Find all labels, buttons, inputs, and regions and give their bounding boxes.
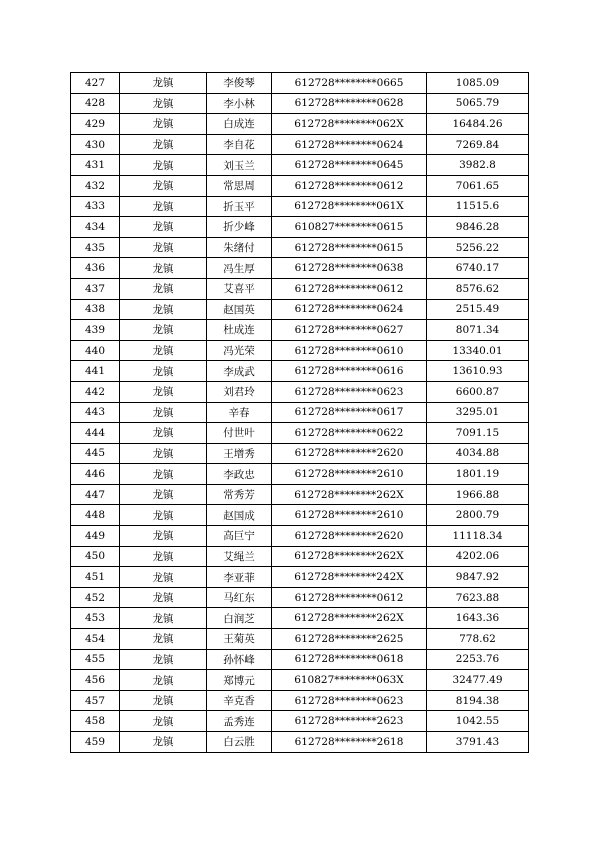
table-row bbox=[71, 629, 529, 650]
town-cell: 龙镇 bbox=[120, 237, 207, 258]
town-cell: 龙镇 bbox=[120, 587, 207, 608]
name-cell: 李小林 bbox=[207, 93, 272, 114]
town-cell: 龙镇 bbox=[120, 361, 207, 382]
town-cell: 龙镇 bbox=[120, 155, 207, 176]
row-number-cell: 440 bbox=[71, 340, 120, 361]
name-cell: 刘君玲 bbox=[207, 381, 272, 402]
name-cell: 常思周 bbox=[207, 175, 272, 196]
id-number-cell: 612728********2620 bbox=[272, 526, 427, 547]
table-row bbox=[71, 196, 529, 217]
id-number-cell: 612728********0627 bbox=[272, 320, 427, 341]
town-cell: 龙镇 bbox=[120, 670, 207, 691]
name-cell: 辛春 bbox=[207, 402, 272, 423]
name-cell: 付世叶 bbox=[207, 423, 272, 444]
town-cell: 龙镇 bbox=[120, 402, 207, 423]
id-number-cell: 612728********0612 bbox=[272, 278, 427, 299]
id-number-cell: 612728********0623 bbox=[272, 690, 427, 711]
amount-cell: 4034.88 bbox=[427, 443, 529, 464]
table-row bbox=[71, 237, 529, 258]
town-cell: 龙镇 bbox=[120, 217, 207, 238]
table-row bbox=[71, 320, 529, 341]
amount-cell: 8071.34 bbox=[427, 320, 529, 341]
id-number-cell: 612728********2618 bbox=[272, 732, 427, 753]
row-number-cell: 434 bbox=[71, 217, 120, 238]
id-number-cell: 612728********0612 bbox=[272, 175, 427, 196]
town-cell: 龙镇 bbox=[120, 505, 207, 526]
row-number-cell: 427 bbox=[71, 73, 120, 94]
id-number-cell: 612728********2610 bbox=[272, 464, 427, 485]
id-number-cell: 612728********0638 bbox=[272, 258, 427, 279]
table-row bbox=[71, 484, 529, 505]
table-row bbox=[71, 73, 529, 94]
table-row bbox=[71, 155, 529, 176]
amount-cell: 5065.79 bbox=[427, 93, 529, 114]
row-number-cell: 428 bbox=[71, 93, 120, 114]
amount-cell: 3791.43 bbox=[427, 732, 529, 753]
town-cell: 龙镇 bbox=[120, 134, 207, 155]
table-row bbox=[71, 381, 529, 402]
name-cell: 李成武 bbox=[207, 361, 272, 382]
table-row bbox=[71, 258, 529, 279]
name-cell: 孙怀峰 bbox=[207, 649, 272, 670]
id-number-cell: 612728********0616 bbox=[272, 361, 427, 382]
id-number-cell: 612728********0618 bbox=[272, 649, 427, 670]
town-cell: 龙镇 bbox=[120, 320, 207, 341]
row-number-cell: 455 bbox=[71, 649, 120, 670]
town-cell: 龙镇 bbox=[120, 299, 207, 320]
id-number-cell: 612728********262X bbox=[272, 608, 427, 629]
row-number-cell: 452 bbox=[71, 587, 120, 608]
row-number-cell: 433 bbox=[71, 196, 120, 217]
town-cell: 龙镇 bbox=[120, 340, 207, 361]
name-cell: 马红东 bbox=[207, 587, 272, 608]
table-row bbox=[71, 423, 529, 444]
town-cell: 龙镇 bbox=[120, 711, 207, 732]
name-cell: 折少峰 bbox=[207, 217, 272, 238]
row-number-cell: 450 bbox=[71, 546, 120, 567]
row-number-cell: 442 bbox=[71, 381, 120, 402]
amount-cell: 7091.15 bbox=[427, 423, 529, 444]
table-row bbox=[71, 278, 529, 299]
table-row bbox=[71, 93, 529, 114]
town-cell: 龙镇 bbox=[120, 546, 207, 567]
town-cell: 龙镇 bbox=[120, 443, 207, 464]
id-number-cell: 612728********0624 bbox=[272, 299, 427, 320]
amount-cell: 2253.76 bbox=[427, 649, 529, 670]
name-cell: 折玉平 bbox=[207, 196, 272, 217]
name-cell: 李亚菲 bbox=[207, 567, 272, 588]
name-cell: 杜成连 bbox=[207, 320, 272, 341]
name-cell: 孟秀连 bbox=[207, 711, 272, 732]
id-number-cell: 612728********0615 bbox=[272, 237, 427, 258]
table-row bbox=[71, 464, 529, 485]
id-number-cell: 612728********2623 bbox=[272, 711, 427, 732]
amount-cell: 4202.06 bbox=[427, 546, 529, 567]
amount-cell: 13340.01 bbox=[427, 340, 529, 361]
row-number-cell: 435 bbox=[71, 237, 120, 258]
name-cell: 冯生厚 bbox=[207, 258, 272, 279]
id-number-cell: 612728********262X bbox=[272, 484, 427, 505]
table-row bbox=[71, 732, 529, 753]
name-cell: 常秀芳 bbox=[207, 484, 272, 505]
table-row bbox=[71, 526, 529, 547]
id-number-cell: 612728********0612 bbox=[272, 587, 427, 608]
town-cell: 龙镇 bbox=[120, 649, 207, 670]
id-number-cell: 612728********0622 bbox=[272, 423, 427, 444]
name-cell: 王菊英 bbox=[207, 629, 272, 650]
row-number-cell: 443 bbox=[71, 402, 120, 423]
town-cell: 龙镇 bbox=[120, 690, 207, 711]
row-number-cell: 429 bbox=[71, 114, 120, 135]
row-number-cell: 436 bbox=[71, 258, 120, 279]
id-number-cell: 612728********0665 bbox=[272, 73, 427, 94]
amount-cell: 1643.36 bbox=[427, 608, 529, 629]
id-number-cell: 612728********0628 bbox=[272, 93, 427, 114]
id-number-cell: 612728********061X bbox=[272, 196, 427, 217]
table-row bbox=[71, 546, 529, 567]
town-cell: 龙镇 bbox=[120, 629, 207, 650]
town-cell: 龙镇 bbox=[120, 258, 207, 279]
amount-cell: 5256.22 bbox=[427, 237, 529, 258]
row-number-cell: 432 bbox=[71, 175, 120, 196]
row-number-cell: 441 bbox=[71, 361, 120, 382]
table-row bbox=[71, 443, 529, 464]
town-cell: 龙镇 bbox=[120, 175, 207, 196]
amount-cell: 3295.01 bbox=[427, 402, 529, 423]
row-number-cell: 459 bbox=[71, 732, 120, 753]
table-row bbox=[71, 711, 529, 732]
town-cell: 龙镇 bbox=[120, 278, 207, 299]
name-cell: 赵国成 bbox=[207, 505, 272, 526]
id-number-cell: 612728********242X bbox=[272, 567, 427, 588]
amount-cell: 778.62 bbox=[427, 629, 529, 650]
table-row bbox=[71, 299, 529, 320]
row-number-cell: 446 bbox=[71, 464, 120, 485]
table-row bbox=[71, 114, 529, 135]
amount-cell: 11118.34 bbox=[427, 526, 529, 547]
id-number-cell: 610827********063X bbox=[272, 670, 427, 691]
town-cell: 龙镇 bbox=[120, 196, 207, 217]
name-cell: 白成连 bbox=[207, 114, 272, 135]
row-number-cell: 448 bbox=[71, 505, 120, 526]
table-row bbox=[71, 361, 529, 382]
table-row bbox=[71, 175, 529, 196]
name-cell: 白云胜 bbox=[207, 732, 272, 753]
town-cell: 龙镇 bbox=[120, 464, 207, 485]
amount-cell: 13610.93 bbox=[427, 361, 529, 382]
id-number-cell: 612728********2620 bbox=[272, 443, 427, 464]
amount-cell: 1085.09 bbox=[427, 73, 529, 94]
row-number-cell: 430 bbox=[71, 134, 120, 155]
row-number-cell: 454 bbox=[71, 629, 120, 650]
amount-cell: 7623.88 bbox=[427, 587, 529, 608]
row-number-cell: 438 bbox=[71, 299, 120, 320]
name-cell: 高巨宁 bbox=[207, 526, 272, 547]
amount-cell: 1042.55 bbox=[427, 711, 529, 732]
table-row bbox=[71, 690, 529, 711]
town-cell: 龙镇 bbox=[120, 526, 207, 547]
town-cell: 龙镇 bbox=[120, 484, 207, 505]
id-number-cell: 612728********262X bbox=[272, 546, 427, 567]
amount-cell: 9847.92 bbox=[427, 567, 529, 588]
row-number-cell: 444 bbox=[71, 423, 120, 444]
town-cell: 龙镇 bbox=[120, 732, 207, 753]
name-cell: 赵国英 bbox=[207, 299, 272, 320]
name-cell: 郑博元 bbox=[207, 670, 272, 691]
row-number-cell: 458 bbox=[71, 711, 120, 732]
amount-cell: 6600.87 bbox=[427, 381, 529, 402]
amount-cell: 16484.26 bbox=[427, 114, 529, 135]
town-cell: 龙镇 bbox=[120, 73, 207, 94]
amount-cell: 1801.19 bbox=[427, 464, 529, 485]
row-number-cell: 449 bbox=[71, 526, 120, 547]
row-number-cell: 447 bbox=[71, 484, 120, 505]
amount-cell: 7269.84 bbox=[427, 134, 529, 155]
id-number-cell: 612728********0610 bbox=[272, 340, 427, 361]
town-cell: 龙镇 bbox=[120, 608, 207, 629]
amount-cell: 8576.62 bbox=[427, 278, 529, 299]
table-row bbox=[71, 649, 529, 670]
table-row bbox=[71, 608, 529, 629]
id-number-cell: 612728********0617 bbox=[272, 402, 427, 423]
town-cell: 龙镇 bbox=[120, 423, 207, 444]
name-cell: 冯光荣 bbox=[207, 340, 272, 361]
id-number-cell: 612728********062X bbox=[272, 114, 427, 135]
roster-table bbox=[70, 72, 529, 753]
table-row bbox=[71, 587, 529, 608]
id-number-cell: 612728********2625 bbox=[272, 629, 427, 650]
row-number-cell: 445 bbox=[71, 443, 120, 464]
amount-cell: 3982.8 bbox=[427, 155, 529, 176]
id-number-cell: 612728********2610 bbox=[272, 505, 427, 526]
id-number-cell: 610827********0615 bbox=[272, 217, 427, 238]
table-row bbox=[71, 567, 529, 588]
name-cell: 白润芝 bbox=[207, 608, 272, 629]
id-number-cell: 612728********0624 bbox=[272, 134, 427, 155]
table-row bbox=[71, 340, 529, 361]
amount-cell: 8194.38 bbox=[427, 690, 529, 711]
roster-body bbox=[71, 73, 529, 753]
name-cell: 李俊琴 bbox=[207, 73, 272, 94]
town-cell: 龙镇 bbox=[120, 114, 207, 135]
name-cell: 朱绪付 bbox=[207, 237, 272, 258]
name-cell: 辛克香 bbox=[207, 690, 272, 711]
row-number-cell: 456 bbox=[71, 670, 120, 691]
name-cell: 艾绳兰 bbox=[207, 546, 272, 567]
town-cell: 龙镇 bbox=[120, 93, 207, 114]
table-row bbox=[71, 402, 529, 423]
table-row bbox=[71, 134, 529, 155]
town-cell: 龙镇 bbox=[120, 567, 207, 588]
amount-cell: 9846.28 bbox=[427, 217, 529, 238]
table-row bbox=[71, 670, 529, 691]
table-row bbox=[71, 505, 529, 526]
row-number-cell: 453 bbox=[71, 608, 120, 629]
name-cell: 刘玉兰 bbox=[207, 155, 272, 176]
row-number-cell: 439 bbox=[71, 320, 120, 341]
table-row bbox=[71, 217, 529, 238]
id-number-cell: 612728********0645 bbox=[272, 155, 427, 176]
amount-cell: 7061.65 bbox=[427, 175, 529, 196]
row-number-cell: 431 bbox=[71, 155, 120, 176]
row-number-cell: 437 bbox=[71, 278, 120, 299]
row-number-cell: 457 bbox=[71, 690, 120, 711]
amount-cell: 2800.79 bbox=[427, 505, 529, 526]
name-cell: 艾喜平 bbox=[207, 278, 272, 299]
name-cell: 王增秀 bbox=[207, 443, 272, 464]
amount-cell: 1966.88 bbox=[427, 484, 529, 505]
amount-cell: 32477.49 bbox=[427, 670, 529, 691]
id-number-cell: 612728********0623 bbox=[272, 381, 427, 402]
name-cell: 李自花 bbox=[207, 134, 272, 155]
amount-cell: 6740.17 bbox=[427, 258, 529, 279]
town-cell: 龙镇 bbox=[120, 381, 207, 402]
amount-cell: 11515.6 bbox=[427, 196, 529, 217]
name-cell: 李政忠 bbox=[207, 464, 272, 485]
row-number-cell: 451 bbox=[71, 567, 120, 588]
amount-cell: 2515.49 bbox=[427, 299, 529, 320]
